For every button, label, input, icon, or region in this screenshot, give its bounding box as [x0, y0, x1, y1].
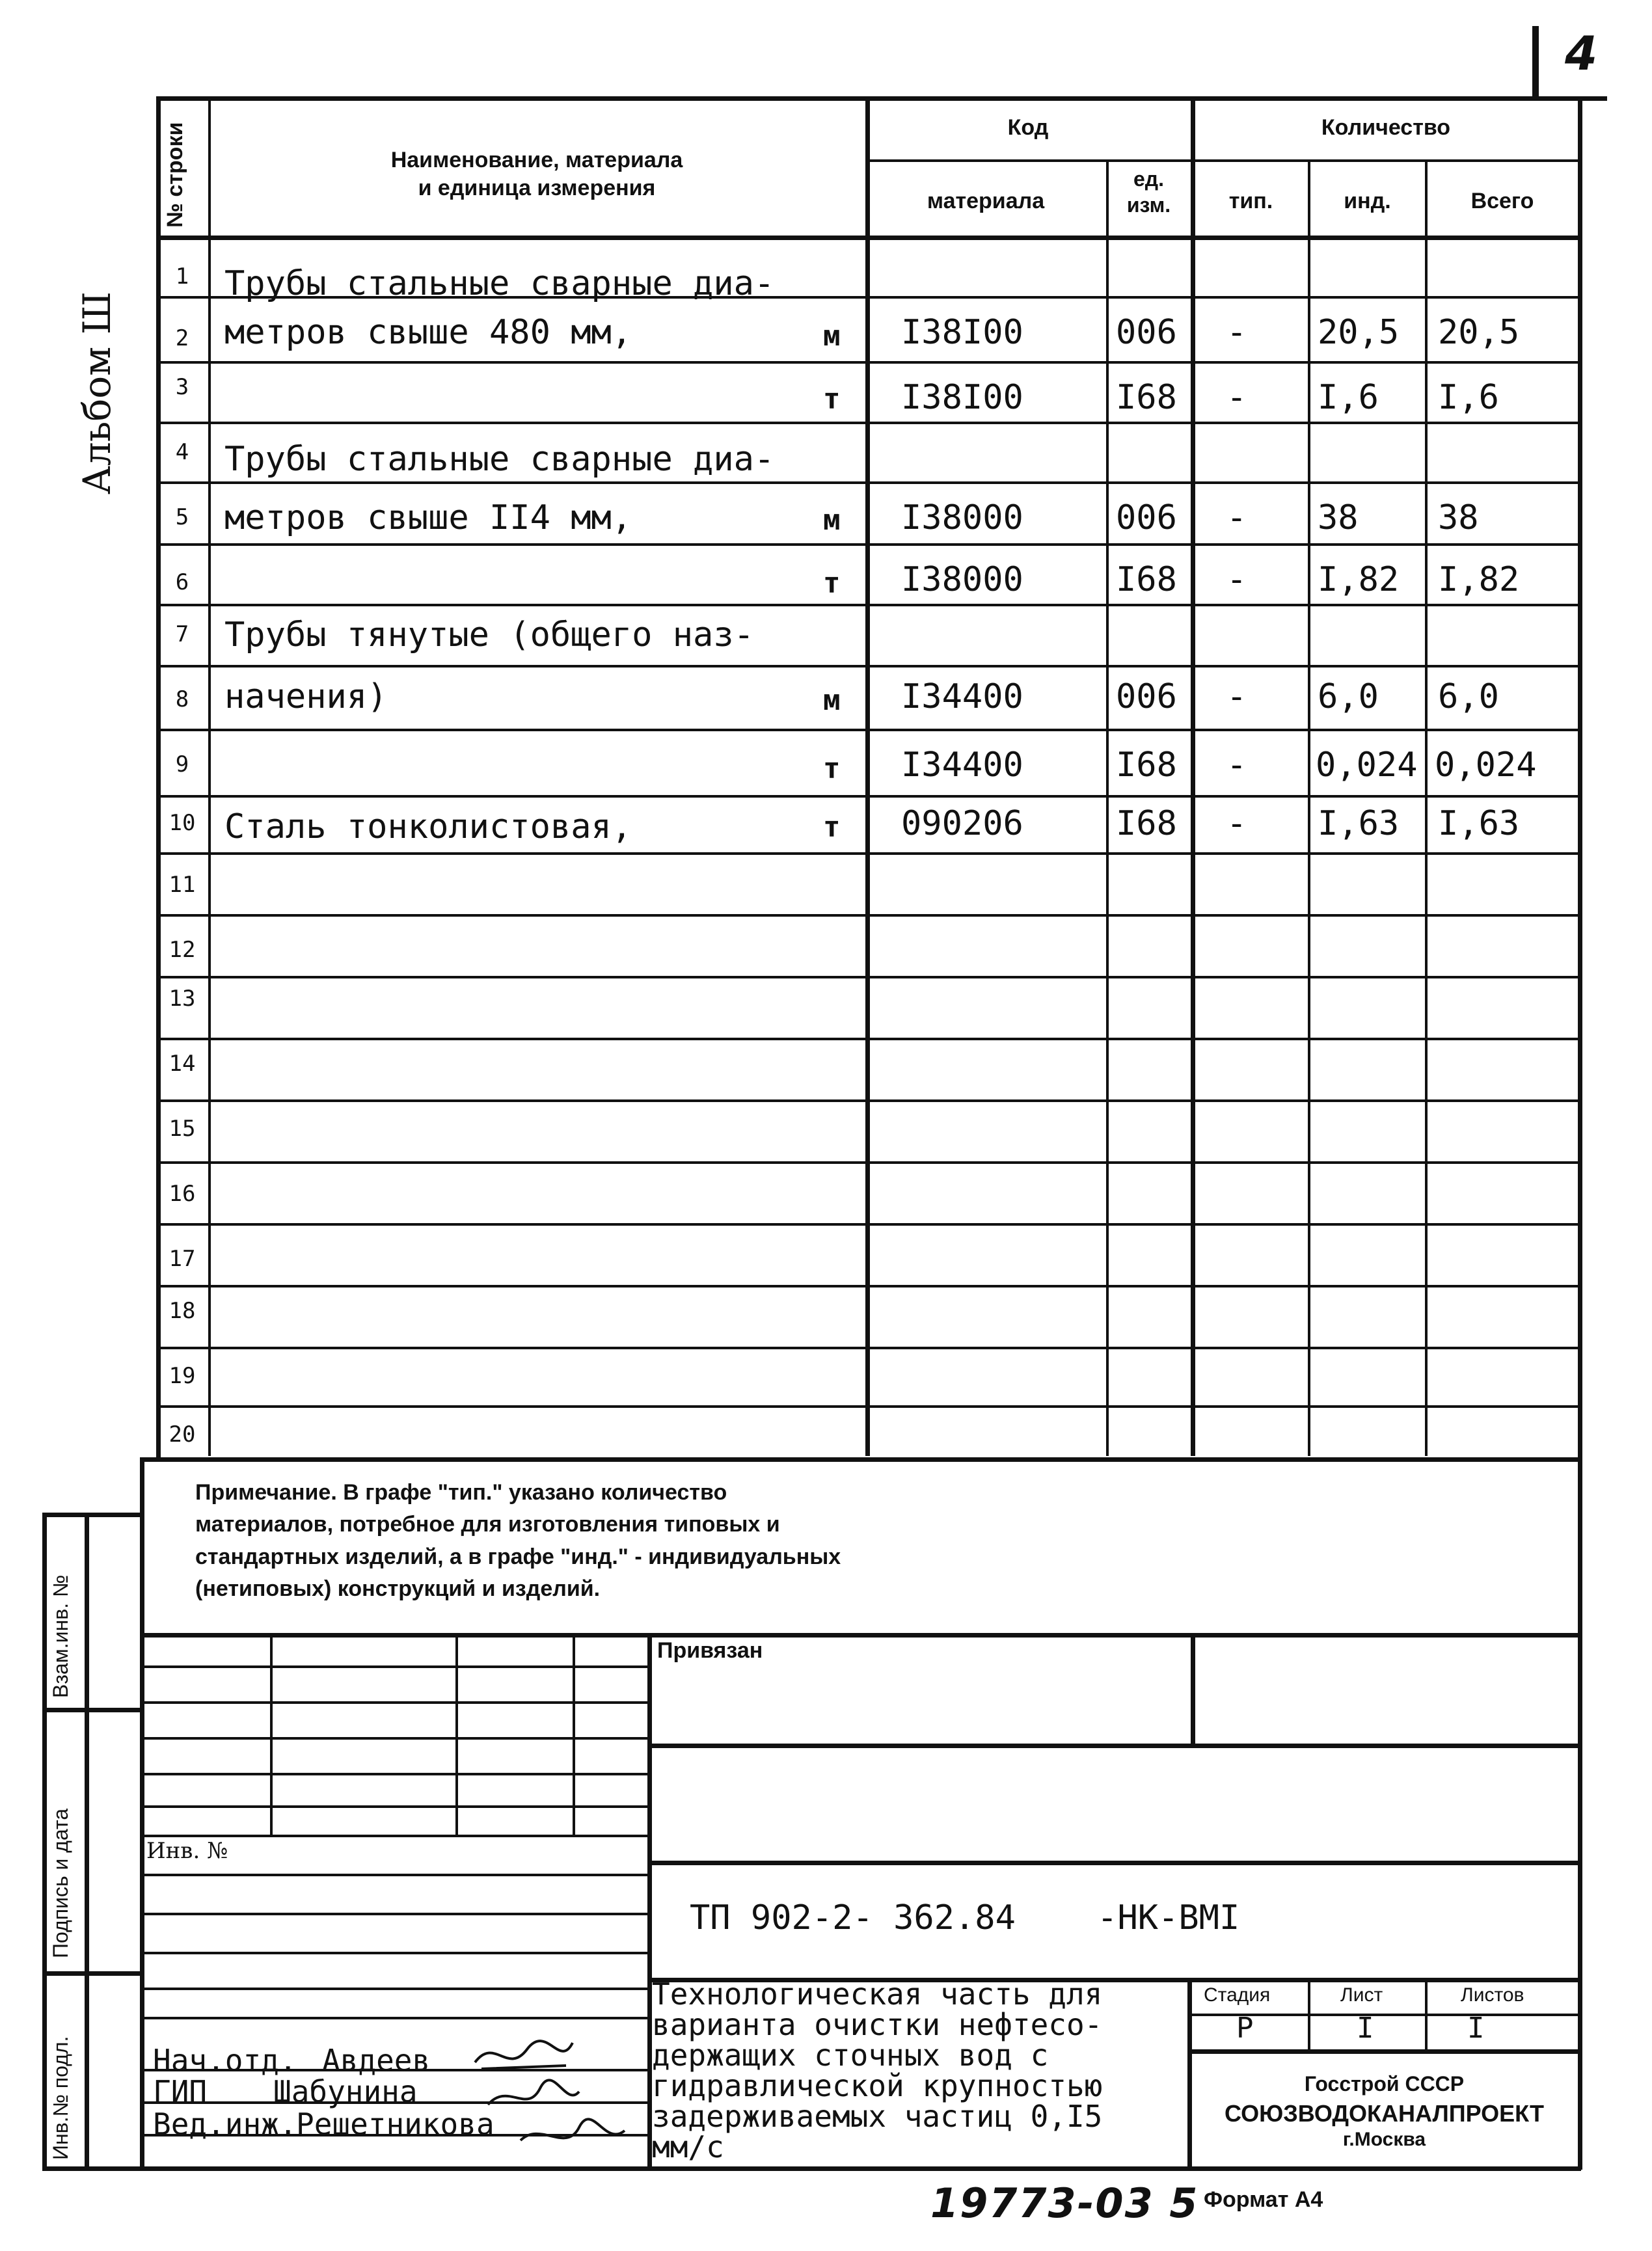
row-unit-code: I68	[1116, 746, 1177, 785]
row-total: 6,0	[1438, 677, 1499, 716]
row-name: Трубы стальные сварные диа-	[224, 440, 775, 479]
row-line	[156, 1099, 1578, 1102]
table-right-border	[1578, 96, 1582, 1459]
side-strip-right	[140, 1457, 144, 2170]
row-ind: 38	[1318, 498, 1359, 537]
row-line	[156, 729, 1578, 731]
row-line	[156, 604, 1578, 606]
org-ministry: Госстрой СССР	[1304, 2072, 1465, 2096]
row-number: 12	[169, 937, 196, 963]
col-line-rownum	[208, 96, 211, 1456]
row-number: 20	[169, 1422, 196, 1448]
row-number: 11	[169, 872, 196, 898]
row-unit-code: 006	[1116, 313, 1177, 352]
row-unit-label: т	[823, 567, 841, 600]
side-strip-top	[42, 1513, 140, 1517]
side-strip-sep	[42, 1708, 140, 1712]
side-label-vzam: Взам.инв. №	[49, 1574, 72, 1698]
row-total: I,82	[1438, 560, 1520, 599]
person-role: Нач.отд.	[153, 2043, 297, 2078]
row-line	[156, 1038, 1578, 1040]
header-mid-line	[865, 159, 1578, 162]
col-line-tip	[1308, 159, 1310, 1456]
list-label: Лист	[1340, 1984, 1383, 2006]
stamp-row	[140, 1665, 647, 1668]
row-total: 38	[1438, 498, 1479, 537]
row-total: I,6	[1438, 378, 1499, 417]
row-line	[156, 361, 1578, 364]
row-unit-code: I68	[1116, 560, 1177, 599]
row-number: 4	[175, 439, 189, 465]
row-number: 16	[169, 1181, 196, 1207]
side-label-invpodl: Инв.№ подл.	[49, 2036, 72, 2160]
row-unit-label: т	[823, 752, 841, 785]
row-ind: 20,5	[1318, 313, 1400, 352]
row-unit-code: I68	[1116, 378, 1177, 417]
listov-label: Листов	[1461, 1984, 1524, 2006]
person-name: Авдеев	[322, 2043, 431, 2078]
row-line	[156, 1347, 1578, 1349]
row-number: 17	[169, 1246, 196, 1272]
row-line	[156, 976, 1578, 978]
col-line-material	[1106, 159, 1109, 1456]
listov-value: I	[1467, 2012, 1485, 2045]
row-number: 8	[175, 686, 189, 712]
row-code: I34400	[901, 746, 1023, 785]
row-line	[156, 543, 1578, 546]
row-line	[156, 1223, 1578, 1226]
row-number: 3	[175, 374, 189, 400]
row-number: 10	[169, 810, 196, 836]
row-name: метров свыше II4 мм,	[224, 498, 632, 537]
document-code: ТП 902-2- 362.84 -НК-ВМI	[690, 1898, 1240, 1937]
inv-no-label: Инв. №	[146, 1838, 228, 1864]
col-line-name	[865, 96, 870, 1456]
stamp-row	[140, 2017, 647, 2019]
person-role: Вед.инж.	[153, 2107, 297, 2142]
stamp-row	[140, 1701, 647, 1704]
header-total: Всего	[1470, 189, 1534, 213]
stage-row	[1187, 2049, 1581, 2054]
stamp-bottom-line	[140, 2166, 1581, 2171]
signature-scribbles	[468, 2030, 651, 2166]
row-total: 20,5	[1438, 313, 1520, 352]
row-code: 090206	[901, 804, 1023, 843]
header-ind: инд.	[1344, 189, 1391, 213]
row-tip: -	[1226, 804, 1247, 843]
list-value: I	[1357, 2012, 1374, 2045]
stamp-row	[140, 1773, 647, 1775]
header-code: Код	[1007, 115, 1049, 140]
org-city: г.Москва	[1342, 2129, 1426, 2150]
side-strip-left	[42, 1513, 47, 2170]
page-number-bar	[1532, 26, 1539, 98]
side-strip-sep	[42, 1971, 140, 1976]
format-label: Формат А4	[1204, 2187, 1323, 2212]
row-line	[156, 665, 1578, 667]
row-code: I38I00	[901, 313, 1023, 352]
row-number: 13	[169, 986, 196, 1012]
bottom-number: 19773-03 5	[930, 2179, 1199, 2227]
row-line	[156, 795, 1578, 798]
header-name: Наименование, материала и единица измерения	[390, 148, 683, 200]
row-number: 15	[169, 1116, 196, 1142]
stamp-row	[140, 1952, 647, 1954]
stamp-row	[140, 1805, 647, 1808]
header-row-no: № строки	[163, 122, 187, 228]
col-line-unit	[1191, 96, 1195, 1456]
row-tip: -	[1226, 313, 1247, 352]
table-bottom-border	[140, 1457, 1581, 1462]
row-name: Трубы стальные сварные диа-	[224, 264, 775, 303]
org-name: СОЮЗВОДОКАНАЛПРОЕКТ	[1224, 2100, 1544, 2127]
row-line	[156, 914, 1578, 917]
row-tip: -	[1226, 746, 1247, 785]
row-ind: 6,0	[1318, 677, 1379, 716]
row-tip: -	[1226, 560, 1247, 599]
side-strip-mid	[85, 1513, 89, 2170]
row-unit-code: 006	[1116, 677, 1177, 716]
row-unit-label: м	[823, 319, 841, 353]
stamp-col	[270, 1633, 273, 1835]
stadia-label: Стадия	[1204, 1984, 1271, 2006]
row-code: I38000	[901, 498, 1023, 537]
row-code: I38I00	[901, 378, 1023, 417]
row-total: 0,024	[1435, 746, 1537, 785]
row-ind: 0,024	[1316, 746, 1418, 785]
row-tip: -	[1226, 378, 1247, 417]
note-text: Примечание. В графе "тип." указано количество материалов, потребное для изготовления типовых и стандартных изделий, а в графе "инд." - индивидуальных (нетиповых) конструкций и изделий.	[195, 1480, 841, 1601]
row-line	[156, 852, 1578, 855]
row-line	[156, 422, 1578, 424]
row-number: 9	[175, 751, 189, 777]
stamp-row-right	[647, 1861, 1581, 1865]
row-ind: I,6	[1318, 378, 1379, 417]
privyazan-divider	[1191, 1633, 1195, 1744]
header-tip: тип.	[1228, 189, 1273, 213]
table-left-border	[156, 96, 161, 1459]
row-number: 5	[175, 504, 189, 530]
row-ind: I,82	[1318, 560, 1400, 599]
header-bottom-line	[156, 236, 1581, 240]
person-name: Решетникова	[296, 2107, 494, 2142]
row-code: I38000	[901, 560, 1023, 599]
row-number: 1	[175, 263, 189, 290]
header-unit: ед. изм.	[1126, 167, 1171, 217]
stamp-right-border	[1578, 1457, 1582, 2170]
row-unit-label: м	[823, 504, 841, 537]
row-number: 18	[169, 1298, 196, 1324]
stage-col	[1425, 1978, 1428, 2049]
header-quantity: Количество	[1321, 115, 1451, 140]
row-number: 19	[169, 1363, 196, 1389]
side-label-podpis: Подпись и дата	[49, 1808, 72, 1958]
person-role: ГИП	[153, 2074, 208, 2109]
stamp-col	[573, 1633, 575, 1835]
col-line-ind	[1425, 159, 1428, 1456]
stadia-value: Р	[1236, 2012, 1254, 2045]
stamp-row	[140, 1874, 647, 1876]
stamp-row	[140, 1835, 647, 1837]
row-code: I34400	[901, 677, 1023, 716]
row-name: метров свыше 480 мм,	[224, 313, 632, 352]
row-line	[156, 481, 1578, 484]
row-tip: -	[1226, 498, 1247, 537]
row-name: Трубы тянутые (общего наз-	[224, 615, 754, 654]
privyazan-label: Привязан	[657, 1638, 763, 1663]
row-number: 2	[175, 325, 189, 351]
header-material: материала	[927, 189, 1045, 213]
person-name: Шабунина	[273, 2074, 418, 2109]
stamp-row-right	[647, 1744, 1581, 1748]
row-line	[156, 1285, 1578, 1287]
side-strip-bottom	[42, 2166, 140, 2171]
row-line	[156, 1161, 1578, 1164]
stamp-top-line	[140, 1633, 1581, 1638]
row-total: I,63	[1438, 804, 1520, 843]
album-label: Альбом Ш	[75, 291, 119, 494]
row-number: 14	[169, 1051, 196, 1077]
row-ind: I,63	[1318, 804, 1400, 843]
stamp-col	[455, 1633, 458, 1835]
stage-col	[1308, 1978, 1310, 2049]
row-unit-label: т	[823, 383, 841, 416]
document-title: Технологическая часть для варианта очистки нефтесо- держащих сточных вод с гидравлической крупностью задерживаемых частиц 0,I5 мм/с	[652, 1976, 1103, 2164]
row-name: Сталь тонколистовая,	[224, 807, 632, 846]
row-unit-label: т	[823, 811, 841, 844]
page-number: 4	[1565, 26, 1598, 81]
row-number: 6	[175, 569, 189, 595]
row-tip: -	[1226, 677, 1247, 716]
stamp-row	[140, 1988, 647, 1990]
row-unit-label: м	[823, 684, 841, 717]
row-number: 7	[175, 621, 189, 647]
stamp-row	[140, 1913, 647, 1915]
row-line	[156, 1405, 1578, 1408]
row-unit-code: 006	[1116, 498, 1177, 537]
row-name: начения)	[224, 677, 388, 716]
stamp-row	[140, 1737, 647, 1740]
row-unit-code: I68	[1116, 804, 1177, 843]
